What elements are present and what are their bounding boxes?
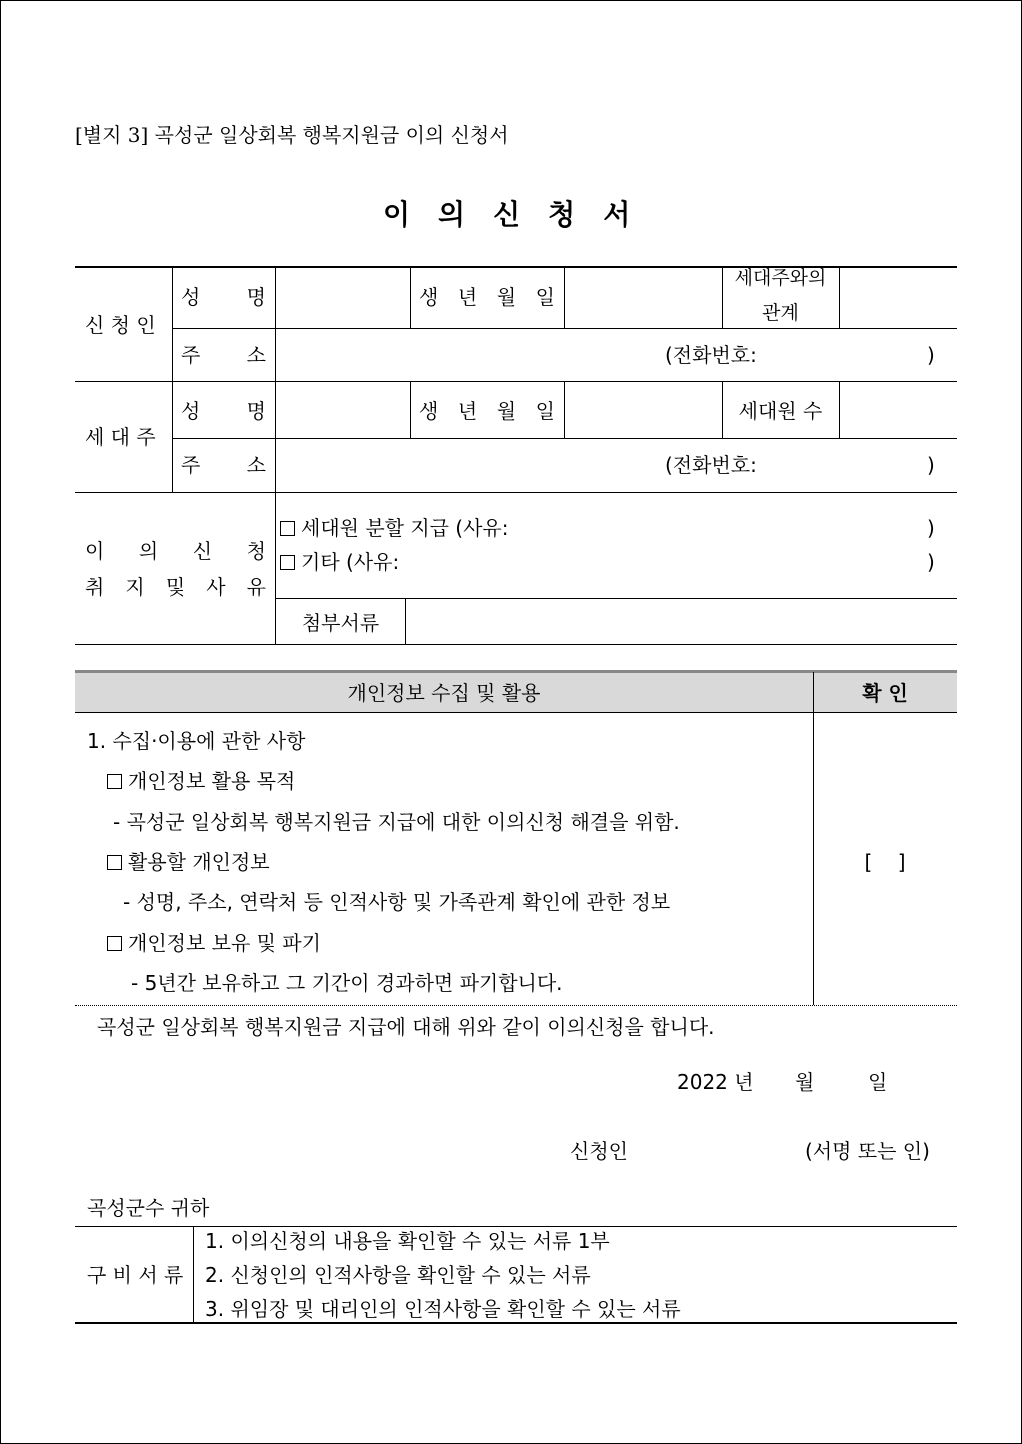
- signature-applicant-label: 신청인: [570, 1139, 628, 1163]
- objection-label-1: 이 의 신 청: [85, 539, 266, 563]
- documents-item-1: 1. 이의신청의 내용을 확인할 수 있는 서류 1부: [205, 1229, 610, 1253]
- householder-members-label: 세대원 수: [738, 399, 823, 423]
- attachment-label: 첨부서류: [301, 611, 380, 635]
- applicant-section-label: 신 청 인: [85, 313, 156, 337]
- signature-sign-label: (서명 또는 인): [805, 1139, 930, 1163]
- info-detail: - 성명, 주소, 연락처 등 인적사항 및 가족관계 확인에 관한 정보: [123, 890, 671, 914]
- option-other[interactable]: 기타 (사유:: [280, 552, 399, 572]
- householder-birth-label: 생 년 월 일: [419, 399, 555, 423]
- applicant-birth-label: 생 년 월 일: [419, 285, 555, 309]
- retention-detail: - 5년간 보유하고 그 기간이 경과하면 파기합니다.: [131, 971, 563, 995]
- date-year: 2022 년: [677, 1070, 754, 1094]
- date-day: 일: [868, 1070, 888, 1094]
- purpose-detail: - 곡성군 일상회복 행복지원금 지급에 대한 이의신청 해결을 위함.: [113, 810, 680, 834]
- applicant-relation-label-1: 세대주와의: [734, 267, 827, 289]
- householder-name-label: 성 명: [181, 399, 266, 423]
- option-split-close: ): [927, 516, 935, 540]
- documents-label: 구 비 서 류: [87, 1263, 184, 1287]
- documents-item-2: 2. 신청인의 인적사항을 확인할 수 있는 서류: [205, 1263, 591, 1287]
- householder-phone-label: (전화번호:: [665, 453, 757, 477]
- retention-title: 개인정보 보유 및 파기: [107, 933, 321, 953]
- applicant-phone-label: (전화번호:: [665, 343, 757, 367]
- purpose-title: 개인정보 활용 목적: [107, 771, 295, 791]
- checkbox-icon: [107, 774, 122, 789]
- applicant-address-label: 주 소: [181, 343, 266, 367]
- privacy-item-title: 1. 수집·이용에 관한 사항: [87, 729, 306, 753]
- addressee: 곡성군수 귀하: [87, 1196, 210, 1220]
- info-title: 활용할 개인정보: [107, 852, 270, 872]
- option-split-payment[interactable]: 세대원 분할 지급 (사유:: [280, 518, 509, 538]
- documents-item-3: 3. 위임장 및 대리인의 인적사항을 확인할 수 있는 서류: [205, 1297, 681, 1321]
- confirm-checkbox[interactable]: [ ]: [864, 850, 906, 874]
- statement-text: 곡성군 일상회복 행복지원금 지급에 대해 위와 같이 이의신청을 합니다.: [97, 1015, 715, 1039]
- option-other-close: ): [927, 550, 935, 574]
- checkbox-other[interactable]: [280, 555, 295, 570]
- confirm-header: 확 인: [862, 681, 908, 705]
- objection-label-2: 취 지 및 사 유: [85, 575, 266, 599]
- checkbox-split-payment[interactable]: [280, 521, 295, 536]
- householder-phone-close: ): [927, 453, 935, 477]
- date-month: 월: [795, 1070, 815, 1094]
- checkbox-icon: [107, 855, 122, 870]
- applicant-phone-close: ): [927, 343, 935, 367]
- checkbox-icon: [107, 936, 122, 951]
- form-label: [별지 3] 곡성군 일상회복 행복지원금 이의 신청서: [75, 123, 509, 147]
- applicant-name-label: 성 명: [181, 285, 266, 309]
- privacy-header: 개인정보 수집 및 활용: [347, 681, 541, 705]
- page-title: 이의신청서: [383, 198, 659, 231]
- householder-address-label: 주 소: [181, 453, 266, 477]
- applicant-relation-label-2: 관계: [762, 302, 799, 324]
- householder-section-label: 세 대 주: [85, 425, 156, 449]
